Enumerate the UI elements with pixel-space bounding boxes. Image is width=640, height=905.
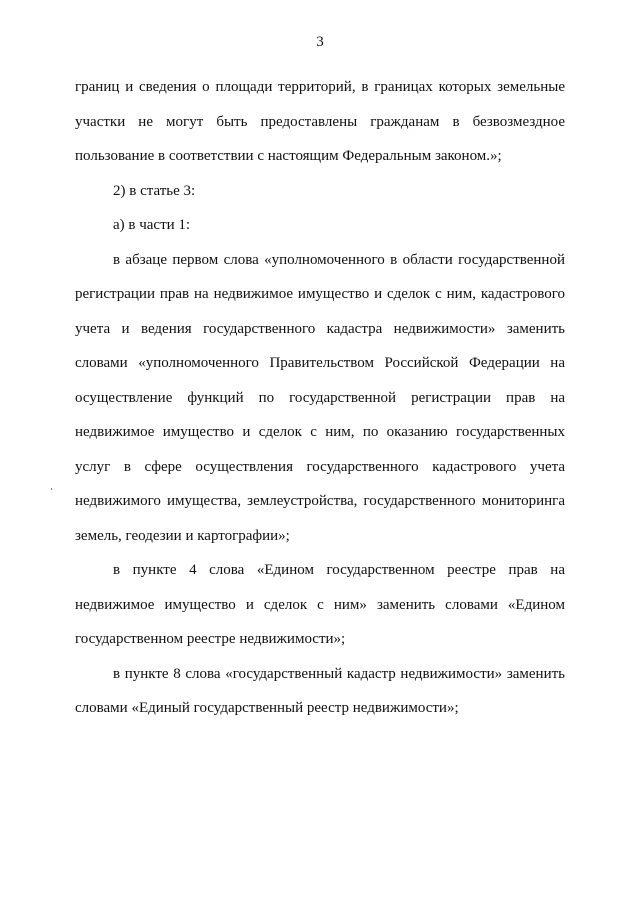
paragraph-item-2: 2) в статье 3: xyxy=(113,182,196,199)
scan-artifact-mark xyxy=(51,488,52,490)
paragraph-continuation: границ и сведения о площади территорий, в границах которых земельные участки не могут быть предоставлены гражданам в безвозмездное пользование в соответствии с настоящим Федеральным законом.»; xyxy=(75,79,565,164)
page-number: 3 xyxy=(316,34,324,50)
paragraph-point-8: в пункте 8 слова «государственный кадастр недвижимости» заменить словами «Единый государственный реестр недвижимости»; xyxy=(75,665,565,716)
paragraph-subitem-a: а) в части 1: xyxy=(113,217,191,233)
paragraph-first-abzac: в абзаце первом слова «уполномоченного в области государственной регистрации прав на недвижимое имущество и сделок с ним, кадастрового учета и ведения государственного кадастра недвижимости» заменить словами «уполномоченного Правительством Российской Федерации на осуществление функций по государственной регистрации прав на недвижимое имущество и сделок с ним, по оказанию государственных услуг в сфере осуществления государственного кадастрового учета недвижимого имущества, землеустройства, государственного мониторинга земель, геодезии и картографии»; xyxy=(75,251,565,544)
paragraph-point-4: в пункте 4 слова «Едином государственном реестре прав на недвижимое имущество и сделок с ним» заменить словами «Едином государственном реестре недвижимости»; xyxy=(75,562,565,647)
document-body xyxy=(75,70,565,726)
